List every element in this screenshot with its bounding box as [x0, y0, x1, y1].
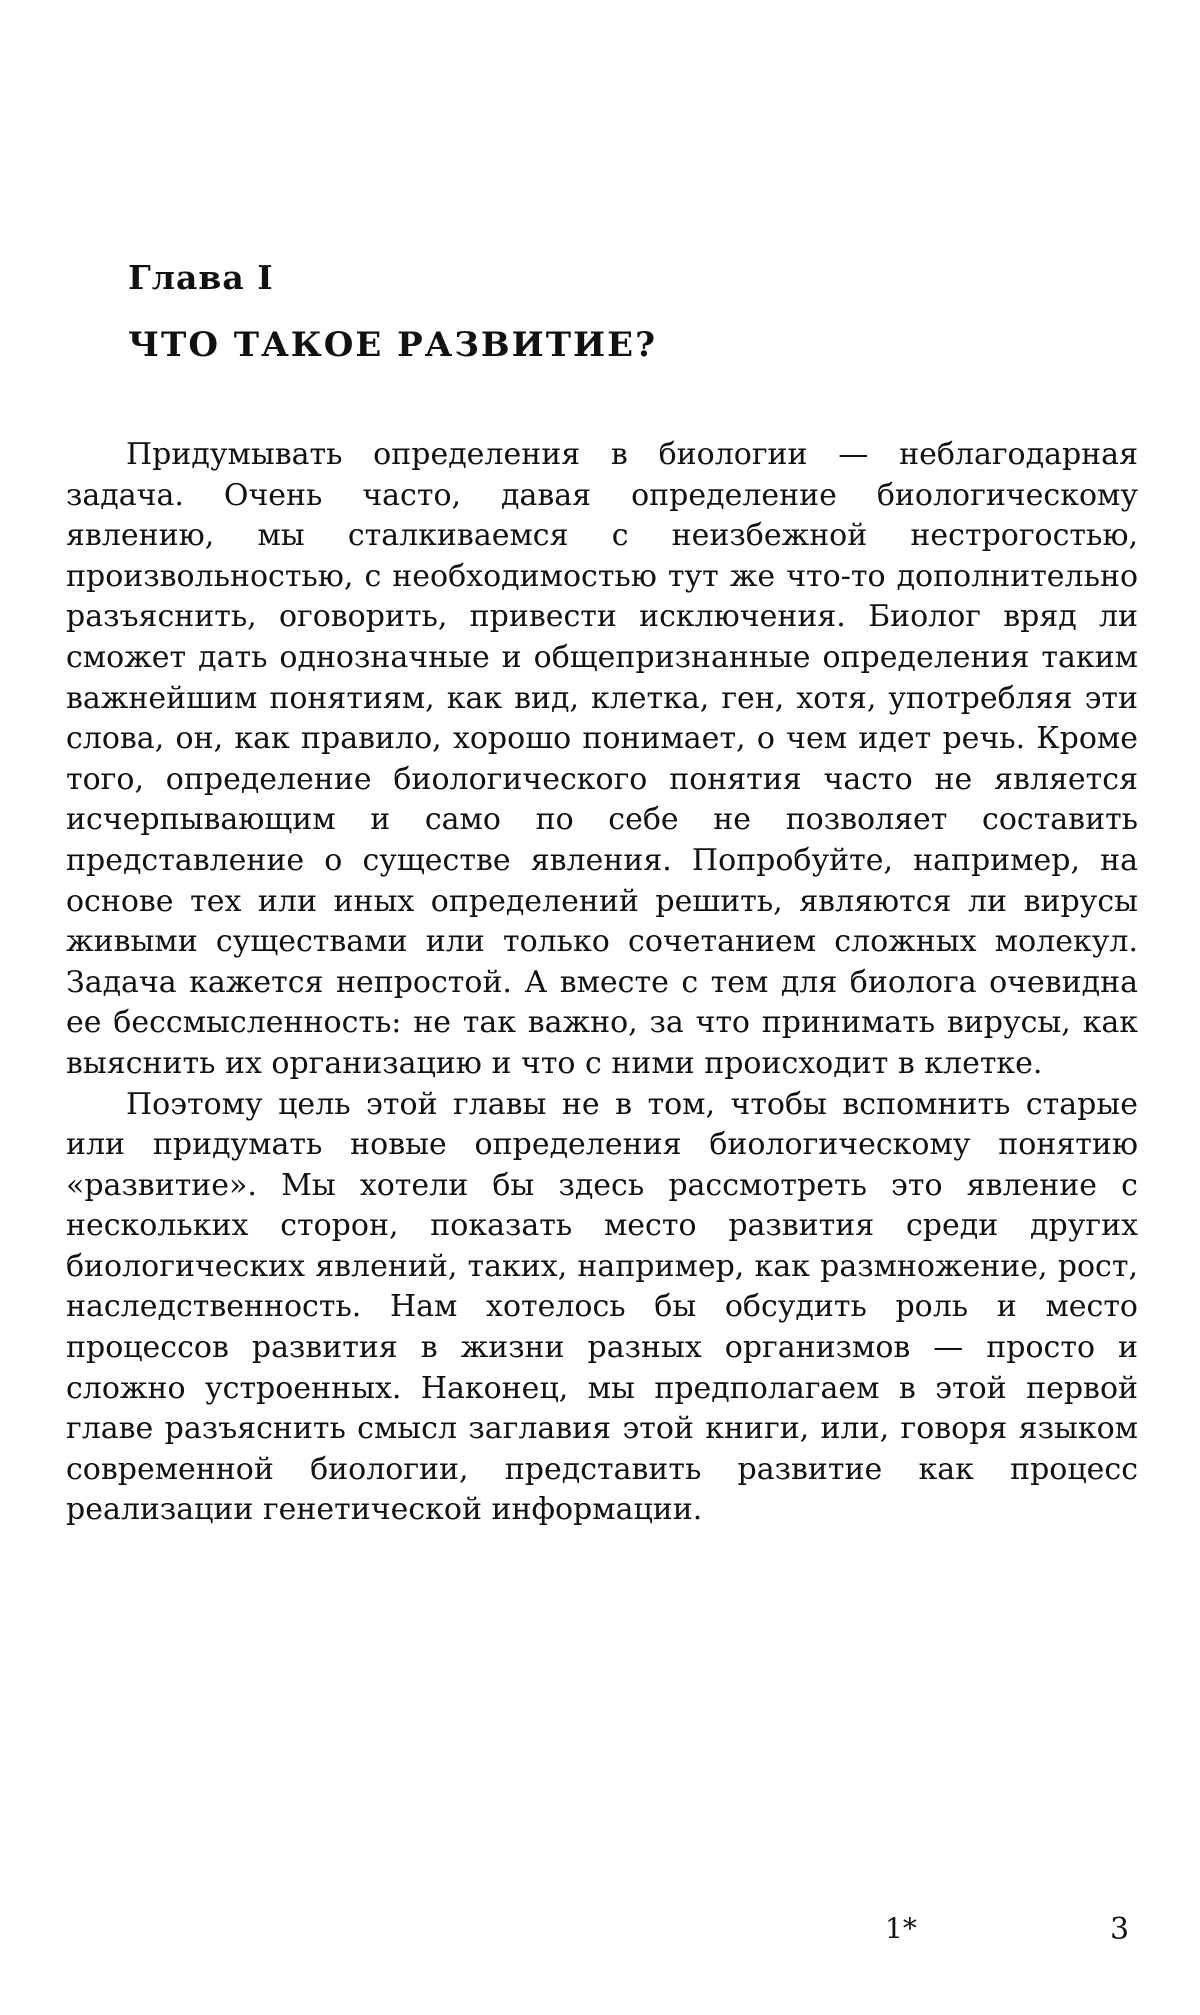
printer-signature-mark: 1* [885, 1912, 917, 1945]
page-number: 3 [1110, 1912, 1130, 1947]
paragraph-2: Поэтому цель этой главы не в том, чтобы вспомнить старые или придумать новые определения биологическому понятию «развитие». Мы хотели бы здесь рассмотреть это явление с нескольких сторон, показать место развития среди других биологических явлений, таких, например, как размножение, рост, наследственность. Нам хотелось бы обсудить роль и место процессов развития в жизни разных организмов — просто и сложно устроенных. Наконец, мы предполагаем в этой первой главе разъяснить смысл заглавия этой книги, или, говоря языком современной биологии, представить развитие как процесс реализации генетической информации. [66, 1086, 1138, 1528]
chapter-title: ЧТО ТАКОЕ РАЗВИТИЕ? [128, 325, 657, 365]
paragraph-1: Придумывать определения в биологии — неблагодарная задача. Очень часто, давая определение биологическому явлению, мы сталкиваемся с неизбежной нестрогостью, произвольностью, с необходимостью тут же что-то дополнительно разъяснить, оговорить, привести исключения. Биолог вряд ли сможет дать однозначные и общепризнанные определения таким важнейшим понятиям, как вид, клетка, ген, хотя, употребляя эти слова, он, как правило, хорошо понимает, о чем идет речь. Кроме того, определение биологического понятия часто не является исчерпывающим и само по себе не позволяет составить представление о существе явления. Попробуйте, например, на основе тех или иных определений решить, являются ли вирусы живыми существами или только сочетанием сложных молекул. Задача кажется непростой. А вместе с тем для биолога очевидна ее бессмысленность: не так важно, за что принимать вирусы, как выяснить их организацию и что с ними происходит в клетке. [66, 437, 1138, 1081]
chapter-label: Глава I [128, 258, 274, 297]
chapter-body [66, 435, 1138, 1531]
